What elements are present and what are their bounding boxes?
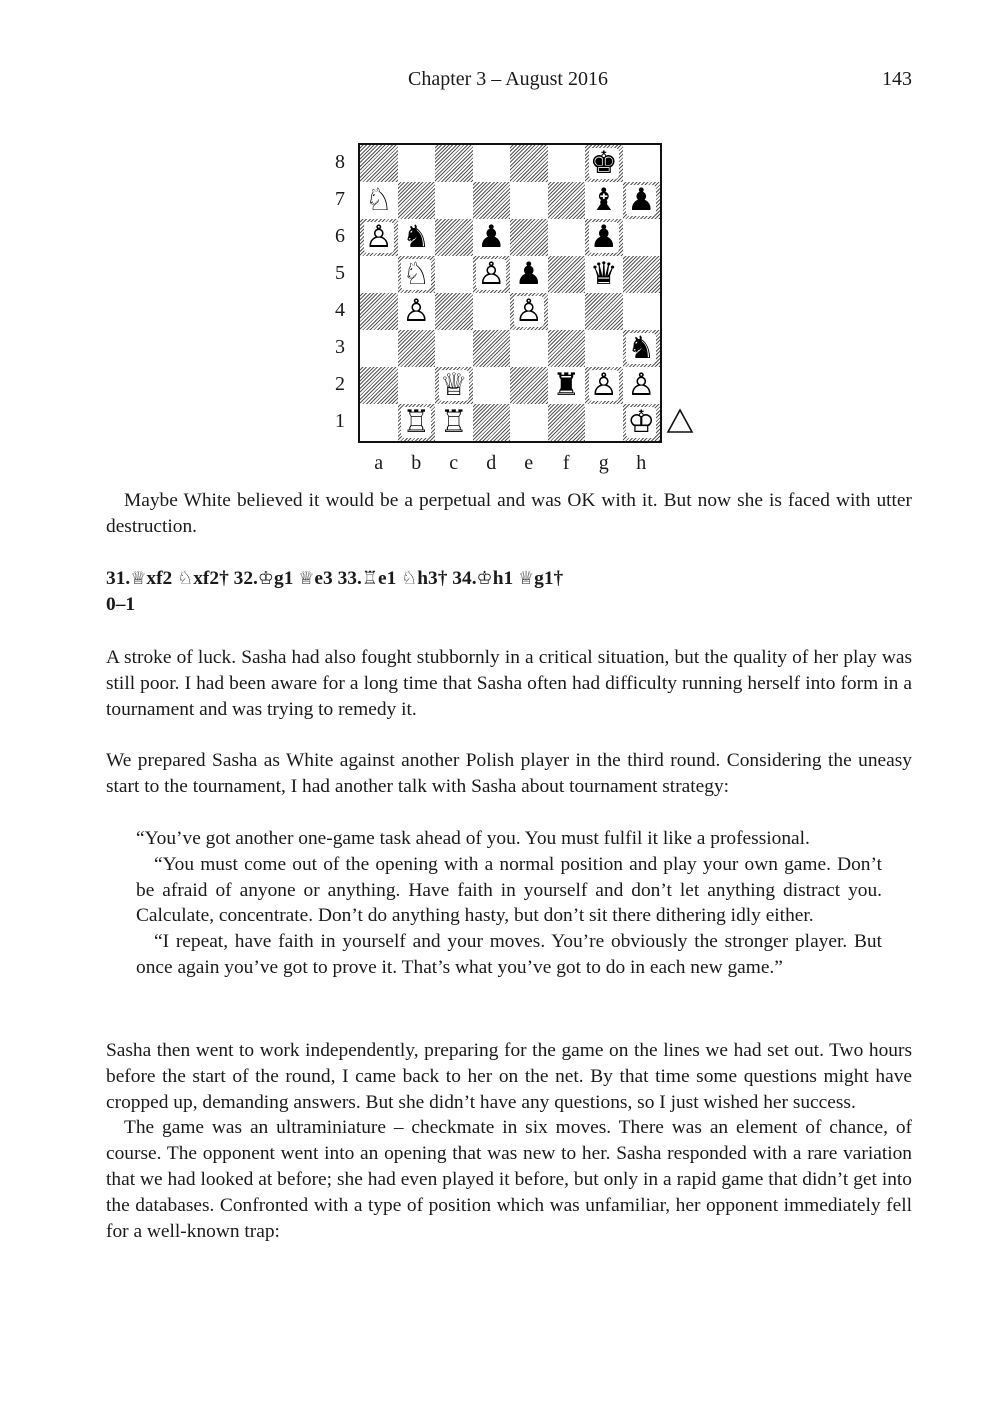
square-c3 — [435, 330, 473, 367]
square-a2 — [360, 367, 398, 404]
square-c6 — [435, 219, 473, 256]
white-queen-icon: ♕ — [439, 367, 468, 403]
move-number: 31. — [106, 568, 131, 589]
square-e2 — [510, 367, 548, 404]
file-label: d — [486, 452, 497, 474]
square-g8 — [585, 145, 623, 182]
square-b7 — [398, 182, 436, 219]
paragraph-1 — [106, 488, 912, 540]
square-e7 — [510, 182, 548, 219]
square-b4 — [398, 293, 436, 330]
square-d7 — [473, 182, 511, 219]
move-number: 33. — [337, 568, 362, 589]
square-f7 — [548, 182, 586, 219]
square-a1 — [360, 404, 398, 441]
square-d8 — [473, 145, 511, 182]
square-f4 — [548, 293, 586, 330]
black-pawn-icon: ♟ — [514, 256, 543, 292]
square-h5 — [623, 256, 661, 293]
file-label: e — [524, 452, 534, 474]
square-h1 — [623, 404, 661, 441]
square-h7 — [623, 182, 661, 219]
chess-diagram — [320, 138, 700, 478]
file-label: h — [636, 452, 647, 474]
square-c4 — [435, 293, 473, 330]
rank-label: 5 — [335, 262, 345, 284]
queen-figurine-icon: ♕ — [130, 568, 147, 589]
chapter-title: Chapter 3 – August 2016 — [408, 68, 608, 90]
square-a7 — [360, 182, 398, 219]
game-moves — [106, 566, 912, 618]
rank-label: 4 — [335, 299, 345, 321]
quote-line: “You’ve got another one-game task ahead of you. You must fulfil it like a professional. — [136, 828, 810, 849]
move-square: e1 — [377, 568, 402, 589]
paragraph-3 — [106, 748, 912, 800]
square-b1 — [398, 404, 436, 441]
white-pawn-icon: ♙ — [402, 293, 431, 329]
game-result: 0–1 — [106, 593, 136, 615]
square-b5 — [398, 256, 436, 293]
paragraph-text: The game was an ultraminiature – checkmate in six moves. There was an element of chance, of course. The opponent went into an opening that was new to her. Sasha responded with a rare variation that we had looked at before; she had even played it before, but only in a rapid game that didn’t get into the databases. Confronted with a type of position which was unfamiliar, her opponent immediately fell for a well-known trap: — [106, 1117, 912, 1242]
black-queen-icon: ♛ — [589, 256, 618, 292]
square-b8 — [398, 145, 436, 182]
square-a8 — [360, 145, 398, 182]
square-g1 — [585, 404, 623, 441]
square-f1 — [548, 404, 586, 441]
black-bishop-icon: ♝ — [589, 182, 618, 218]
white-rook-icon: ♖ — [439, 404, 468, 440]
square-c8 — [435, 145, 473, 182]
queen-figurine-icon: ♕ — [518, 568, 535, 589]
chess-board — [358, 143, 662, 443]
rank-label: 6 — [335, 225, 345, 247]
white-knight-icon: ♘ — [364, 182, 393, 218]
page-header — [0, 68, 1000, 98]
king-figurine-icon: ♔ — [476, 568, 493, 589]
rank-label: 8 — [335, 151, 345, 173]
paragraph-text: A stroke of luck. Sasha had also fought stubbornly in a critical situation, but the quality of her play was still poor. I had been aware for a long time that Sasha often had difficulty running herself into form in a tournament and was trying to remedy it. — [106, 647, 912, 720]
square-e5 — [510, 256, 548, 293]
square-c2 — [435, 367, 473, 404]
black-knight-icon: ♞ — [627, 330, 656, 366]
white-pawn-icon: ♙ — [589, 367, 618, 403]
rank-label: 2 — [335, 373, 345, 395]
square-d6 — [473, 219, 511, 256]
black-pawn-icon: ♟ — [589, 219, 618, 255]
black-pawn-icon: ♟ — [477, 219, 506, 255]
black-knight-icon: ♞ — [402, 219, 431, 255]
paragraph-text: We prepared Sasha as White against another Polish player in the third round. Considering the uneasy start to the tournament, I had another talk with Sasha about tournament strategy: — [106, 750, 912, 797]
square-a6 — [360, 219, 398, 256]
rank-label: 1 — [335, 410, 345, 432]
white-to-move-triangle-icon — [666, 408, 694, 434]
square-h2 — [623, 367, 661, 404]
queen-figurine-icon: ♕ — [298, 568, 315, 589]
file-label: g — [598, 452, 609, 474]
square-e1 — [510, 404, 548, 441]
paragraph-2 — [106, 645, 912, 722]
white-pawn-icon: ♙ — [514, 293, 543, 329]
quote-line: “You must come out of the opening with a normal position and play your own game. Don’t be afraid of anyone or anything. Have faith in yourself and don’t let anything distract you. Calculate, concentrate. Don’t do anything hasty, but don’t sit there dithering idly either. — [136, 853, 882, 927]
move-square: xf2 — [146, 568, 178, 589]
square-f3 — [548, 330, 586, 367]
white-pawn-icon: ♙ — [364, 219, 393, 255]
square-a5 — [360, 256, 398, 293]
square-c7 — [435, 182, 473, 219]
square-g6 — [585, 219, 623, 256]
move-square: h3† — [417, 568, 453, 589]
white-pawn-icon: ♙ — [477, 256, 506, 292]
square-h8 — [623, 145, 661, 182]
square-e6 — [510, 219, 548, 256]
move-square: h1 — [492, 568, 519, 589]
square-g5 — [585, 256, 623, 293]
rank-label: 3 — [335, 336, 345, 358]
square-h3 — [623, 330, 661, 367]
square-f5 — [548, 256, 586, 293]
square-g2 — [585, 367, 623, 404]
square-d1 — [473, 404, 511, 441]
square-f8 — [548, 145, 586, 182]
square-b6 — [398, 219, 436, 256]
square-g7 — [585, 182, 623, 219]
move-square: xf2† — [193, 568, 234, 589]
square-b2 — [398, 367, 436, 404]
square-e3 — [510, 330, 548, 367]
rook-figurine-icon: ♖ — [361, 568, 378, 589]
white-rook-icon: ♖ — [402, 404, 431, 440]
black-rook-icon: ♜ — [552, 367, 581, 403]
square-d2 — [473, 367, 511, 404]
move-number: 34. — [452, 568, 477, 589]
page-number: 143 — [882, 68, 912, 90]
move-square: g1 — [274, 568, 299, 589]
square-e8 — [510, 145, 548, 182]
square-g4 — [585, 293, 623, 330]
move-square: e3 — [314, 568, 338, 589]
knight-figurine-icon: ♘ — [401, 568, 418, 589]
square-a4 — [360, 293, 398, 330]
square-b3 — [398, 330, 436, 367]
white-knight-icon: ♘ — [402, 256, 431, 292]
king-figurine-icon: ♔ — [257, 568, 275, 589]
paragraph-4 — [106, 1038, 912, 1244]
file-label: a — [374, 452, 384, 474]
move-number: 32. — [233, 568, 258, 589]
knight-figurine-icon: ♘ — [177, 568, 194, 589]
move-square: g1† — [534, 568, 564, 589]
square-h4 — [623, 293, 661, 330]
white-pawn-icon: ♙ — [627, 367, 656, 403]
square-f6 — [548, 219, 586, 256]
block-quote — [136, 826, 882, 981]
square-g3 — [585, 330, 623, 367]
square-f2 — [548, 367, 586, 404]
square-d3 — [473, 330, 511, 367]
file-label: b — [411, 452, 422, 474]
quote-line: “I repeat, have faith in yourself and your moves. You’re obviously the stronger player. But once again you’ve got to prove it. That’s what you’ve got to do in each new game.” — [136, 931, 882, 978]
file-label: c — [449, 452, 459, 474]
square-e4 — [510, 293, 548, 330]
paragraph-text: Sasha then went to work independently, preparing for the game on the lines we had set out. Two hours before the start of the round, I came back to her on the net. By that time some questions might have cropped up, demanding answers. But she didn’t have any questions, so I just wished her success. — [106, 1040, 912, 1113]
black-pawn-icon: ♟ — [627, 182, 656, 218]
paragraph-text: Maybe White believed it would be a perpetual and was OK with it. But now she is faced with utter destruction. — [106, 490, 912, 537]
square-c1 — [435, 404, 473, 441]
black-king-icon: ♚ — [589, 145, 618, 181]
square-d4 — [473, 293, 511, 330]
square-c5 — [435, 256, 473, 293]
square-d5 — [473, 256, 511, 293]
white-king-icon: ♔ — [627, 404, 656, 440]
rank-label: 7 — [335, 188, 345, 210]
file-label: f — [562, 452, 570, 474]
square-a3 — [360, 330, 398, 367]
square-h6 — [623, 219, 661, 256]
